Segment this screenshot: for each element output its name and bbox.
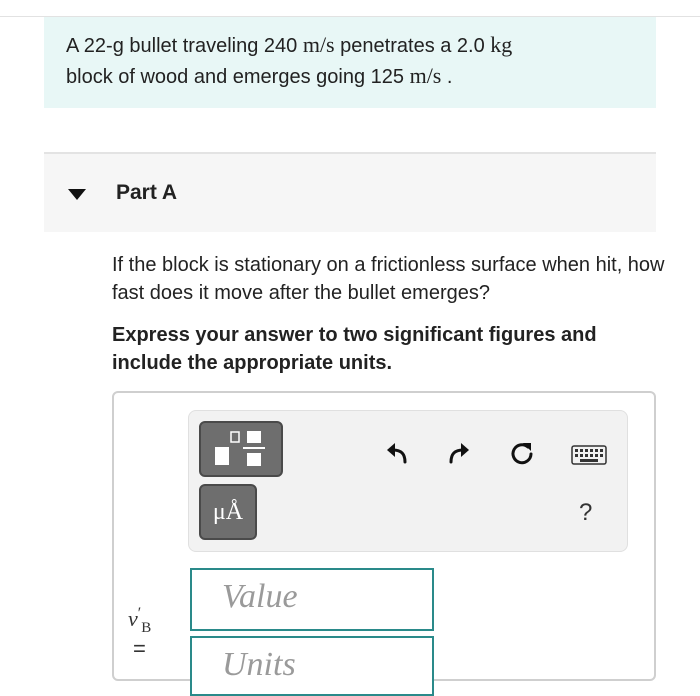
- problem-text-2: penetrates a 2.0: [334, 35, 491, 57]
- templates-icon: [201, 423, 281, 475]
- keyboard-icon[interactable]: [571, 445, 607, 467]
- problem-statement: [44, 17, 656, 108]
- undo-icon[interactable]: [385, 442, 409, 464]
- unit-speed-2: m/s: [409, 63, 442, 88]
- units-input[interactable]: Units: [190, 636, 434, 696]
- problem-text-4: .: [441, 66, 453, 88]
- collapse-triangle-icon[interactable]: [68, 189, 86, 200]
- templates-button[interactable]: [199, 421, 283, 477]
- variable-subscript: B: [141, 620, 152, 636]
- value-input[interactable]: Value: [190, 568, 434, 631]
- part-a-header[interactable]: [44, 152, 656, 232]
- instruction-text: Express your answer to two significant figures and include the appropriate units.: [112, 324, 597, 374]
- variable-prime: ′: [137, 605, 142, 622]
- math-toolbar: [188, 410, 628, 552]
- unit-mass: kg: [490, 32, 513, 57]
- variable-symbol: v: [128, 606, 138, 631]
- redo-icon[interactable]: [447, 442, 471, 464]
- reset-icon[interactable]: [509, 441, 535, 467]
- problem-text-1: A 22-g bullet traveling 240: [66, 35, 303, 57]
- problem-text-3: block of wood and emerges going 125: [66, 66, 410, 88]
- units-button-label: μÅ: [212, 498, 244, 525]
- equals-sign: =: [133, 636, 146, 661]
- unit-speed: m/s: [302, 32, 335, 57]
- help-button[interactable]: ?: [579, 499, 593, 526]
- part-title: Part A: [116, 181, 178, 204]
- answer-variable: [128, 605, 151, 637]
- units-button[interactable]: [199, 484, 257, 540]
- question-text: If the block is stationary on a frictionless surface when hit, how fast does it move after the bullet emerges?: [112, 254, 665, 304]
